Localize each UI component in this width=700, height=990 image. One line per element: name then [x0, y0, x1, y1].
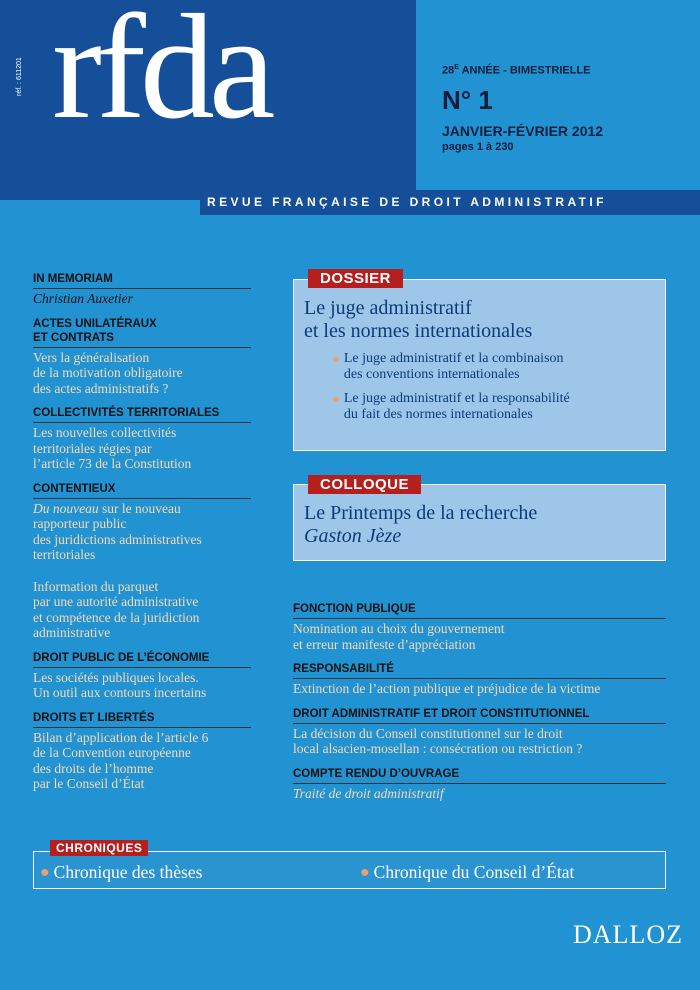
article-text[interactable]: [33, 670, 251, 701]
article-line: Nomination au choix du gouvernement: [293, 621, 505, 636]
dossier-title-line: et les normes internationales: [304, 320, 533, 342]
article-line: par une autorité administrative: [33, 594, 199, 609]
article-line: des juridictions administratives: [33, 531, 202, 547]
dossier-bullet[interactable]: [332, 351, 570, 383]
article-line: Information du parquet: [33, 578, 159, 594]
section-memoriam: [33, 272, 251, 307]
section-title: DROIT PUBLIC DE L’ÉCONOMIE: [33, 651, 251, 668]
article-line: par le Conseil d’État: [33, 776, 145, 791]
section-title: IN MEMORIAM: [33, 272, 251, 289]
issue-year: [442, 64, 603, 77]
article-italic: Traité de droit administratif: [293, 785, 444, 801]
section-actes: [33, 317, 251, 397]
article-line: La décision du Conseil constitutionnel sur le droit: [293, 725, 563, 741]
bullet-text: [344, 391, 570, 423]
colloque-title: [304, 502, 537, 548]
article-text[interactable]: [33, 579, 251, 641]
section-droit-constitutionnel: [293, 707, 666, 757]
dossier-bullets: [332, 351, 570, 423]
article-text[interactable]: Extinction de l’action publique et préjudice de la victime: [293, 681, 601, 696]
journal-logo: rfda: [52, 0, 270, 150]
colloque-title-italic: Gaston Jèze: [304, 525, 402, 547]
article-line: local alsacien-mosellan : consécration ou restriction ?: [293, 741, 583, 756]
year-number: 28: [442, 64, 455, 77]
dossier-title: [304, 297, 532, 343]
article-line: Bilan d’application de l’article 6: [33, 729, 209, 745]
article-line: de la Convention européenne: [33, 745, 191, 760]
section-title: DROIT ADMINISTRATIF ET DROIT CONSTITUTIONNEL: [293, 707, 666, 724]
section-title: COLLECTIVITÉS TERRITORIALES: [33, 406, 251, 423]
article-text[interactable]: [293, 726, 666, 757]
bullet-dot-icon: ●: [360, 863, 370, 881]
section-compte-rendu: [293, 767, 666, 802]
issue-date: JANVIER-FÉVRIER 2012: [442, 122, 604, 139]
article-text[interactable]: [33, 350, 251, 397]
article-text[interactable]: [293, 786, 666, 802]
article-line: administrative: [33, 625, 111, 640]
colloque-tag: COLLOQUE: [308, 475, 421, 494]
dossier-bullet[interactable]: [332, 391, 570, 423]
colloque-box[interactable]: [293, 484, 666, 561]
article-text[interactable]: [293, 621, 666, 652]
section-libertes: [33, 711, 251, 792]
issue-number: N° 1: [442, 84, 493, 115]
article-text[interactable]: [33, 730, 251, 792]
article-line: et compétence de la juridiction: [33, 609, 200, 625]
article-line: Vers la généralisation: [33, 349, 150, 365]
colloque-title-line: [304, 525, 537, 548]
section-collectivites: [33, 406, 251, 472]
year-label: ANNÉE - BIMESTRIELLE: [458, 64, 591, 77]
year-ordinal: E: [454, 64, 459, 71]
article-line: des actes administratifs ?: [33, 380, 169, 396]
chroniques-tag: CHRONIQUES: [50, 840, 148, 856]
bullet-text: [344, 351, 564, 383]
left-column: [33, 272, 251, 802]
memoriam-name: [33, 291, 251, 307]
bullet-line: du fait des normes internationales: [343, 407, 533, 422]
section-title: COMPTE RENDU D’OUVRAGE: [293, 767, 666, 784]
issue-pages: pages 1 à 230: [442, 140, 514, 153]
article-text[interactable]: [33, 425, 251, 472]
article-line: Les nouvelles collectivités: [33, 425, 177, 440]
chronique-item[interactable]: [360, 862, 574, 883]
article-line: territoriales: [33, 547, 96, 562]
section-title-line: ACTES UNILATÉRAUX: [33, 317, 157, 330]
section-title-line: ET CONTRATS: [33, 331, 114, 344]
chronique-label: Chronique des thèses: [53, 862, 203, 882]
article-italic: Du nouveau: [33, 500, 99, 516]
section-title: DROITS ET LIBERTÉS: [33, 711, 251, 728]
article-line-rest: sur le nouveau: [98, 500, 181, 516]
issue-info: [442, 64, 603, 153]
dossier-box[interactable]: [293, 279, 666, 451]
right-column-lower: [293, 602, 666, 811]
article-line: Un outil aux contours incertains: [33, 685, 207, 700]
article-line: rapporteur public: [33, 516, 127, 531]
section-fonction-publique: [293, 602, 666, 652]
article-line: Les sociétés publiques locales.: [33, 669, 199, 685]
bullet-line: Le juge administratif et la responsabilité: [343, 391, 570, 406]
article-line: territoriales régies par: [33, 440, 152, 456]
section-title: FONCTION PUBLIQUE: [293, 602, 666, 619]
article-line: [33, 501, 251, 517]
article-line: des droits de l’homme: [33, 760, 154, 776]
memoriam-name-text: Christian Auxetier: [33, 291, 133, 306]
publisher-logo: DALLOZ: [573, 920, 683, 949]
bullet-dot-icon: ●: [40, 863, 50, 881]
article-text[interactable]: [33, 501, 251, 563]
section-title: RESPONSABILITÉ: [293, 662, 666, 679]
section-responsabilite: [293, 662, 666, 697]
journal-subtitle: REVUE FRANÇAISE DE DROIT ADMINISTRATIF: [200, 190, 700, 215]
article-line: et erreur manifeste d’appréciation: [293, 636, 476, 652]
reference-number: réf. : 611201: [16, 57, 23, 96]
bullet-line: des conventions internationales: [343, 367, 520, 382]
article-line: de la motivation obligatoire: [33, 365, 183, 380]
bullet-dot-icon: ●: [332, 351, 340, 366]
chronique-item[interactable]: [40, 862, 202, 883]
colloque-title-line: Le Printemps de la recherche: [304, 502, 538, 524]
dossier-title-line: Le juge administratif: [304, 297, 472, 319]
chronique-label: Chronique du Conseil d’État: [373, 862, 575, 882]
dossier-tag: DOSSIER: [308, 269, 403, 288]
section-economie: [33, 651, 251, 701]
section-title: [33, 317, 251, 348]
bullet-dot-icon: ●: [332, 391, 340, 406]
article-line: l’article 73 de la Constitution: [33, 456, 192, 471]
section-contentieux: [33, 482, 251, 641]
bullet-line: Le juge administratif et la combinaison: [343, 351, 564, 366]
section-title: CONTENTIEUX: [33, 482, 251, 499]
